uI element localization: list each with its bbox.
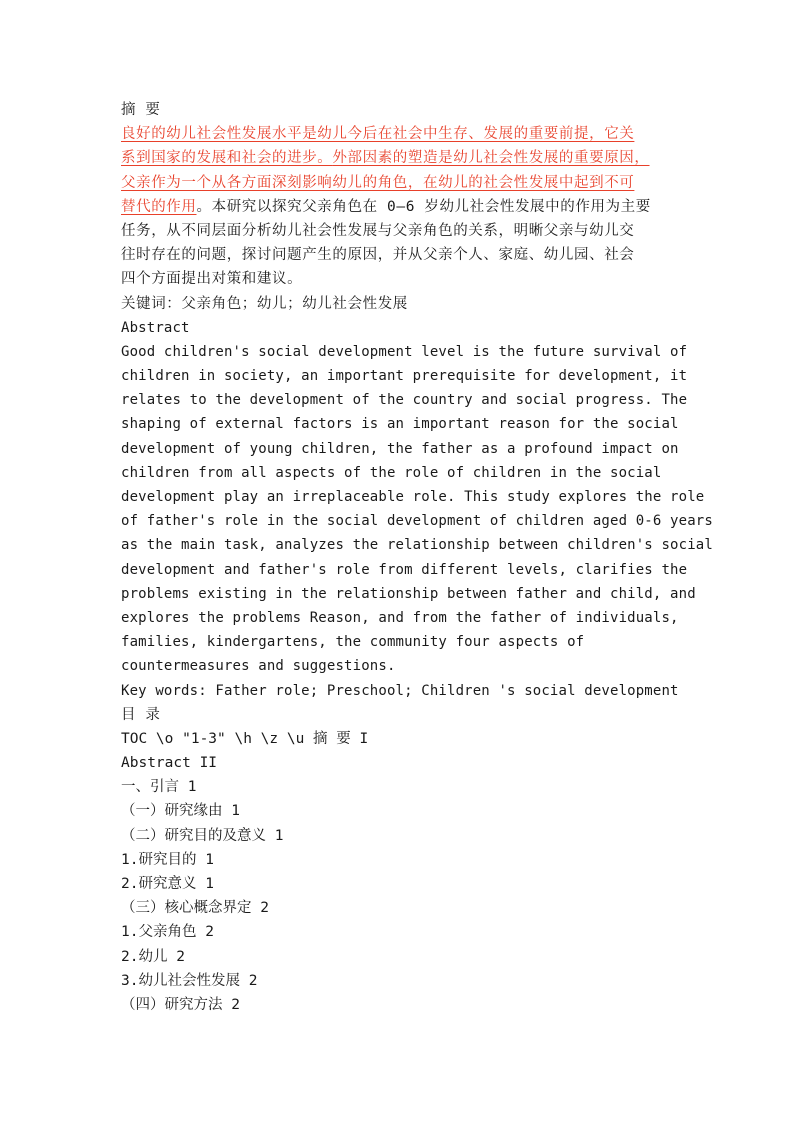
abstract-heading: 摘 要 <box>121 102 161 118</box>
toc-item[interactable]: 一、引言 1 <box>121 779 197 796</box>
keywords-cn: 关键词：父亲角色；幼儿；幼儿社会性发展 <box>121 295 408 312</box>
toc-item[interactable]: 2.研究意义 1 <box>121 876 214 892</box>
highlighted-text: 外部因素的塑造是幼儿社会性发展的重要原因， <box>332 150 650 167</box>
toc-item[interactable]: TOC \o "1-3" \h \z \u 摘 要 I <box>121 730 369 747</box>
abstract-en-line: problems existing in the relationship between father and child, and <box>121 585 696 602</box>
abstract-line <box>121 146 691 170</box>
abstract-line <box>121 195 691 219</box>
abstract-en-line: children in society, an important prerequisite for development, it <box>121 368 688 385</box>
toc-item[interactable]: 3.幼儿社会性发展 2 <box>121 972 258 989</box>
toc-item[interactable]: （二）研究目的及意义 1 <box>121 827 284 844</box>
abstract-line: 任务，从不同层面分析幼儿社会性发展与父亲角色的关系，明晰父亲与幼儿交 <box>121 222 635 239</box>
abstract-en-line: children from all aspects of the role of children in the social <box>121 464 662 481</box>
keywords-en: Key words: Father role; Preschool; Children 's social development <box>121 682 679 699</box>
highlighted-text: 系到国家的发展和社会的进步。 <box>121 150 333 167</box>
abstract-en-line: Good children's social development level is the future survival of <box>121 343 688 360</box>
highlighted-text: 父亲作为一个从各方面深刻影响幼儿的角色，在幼儿的社会性发展中起到不可 <box>121 174 635 191</box>
abstract-en-line: development of young children, the father as a profound impact on <box>121 440 679 457</box>
abstract-en-line: as the main task, analyzes the relationship between children's social <box>121 537 713 554</box>
abstract-en-line: development and father's role from different levels, clarifies the <box>121 561 688 578</box>
abstract-en-line: shaping of external factors is an important reason for the social <box>121 416 679 433</box>
toc-item[interactable]: 1.研究目的 1 <box>121 851 214 868</box>
abstract-en-line: development play an irreplaceable role. This study explores the role <box>121 489 705 505</box>
toc-heading: 目 录 <box>121 706 161 723</box>
abstract-line: 四个方面提出对策和建议。 <box>121 271 303 288</box>
abstract-en-line: countermeasures and suggestions. <box>121 658 396 675</box>
toc-item[interactable]: （四）研究方法 2 <box>121 996 240 1013</box>
abstract-en-line: families, kindergartens, the community four aspects of <box>121 634 585 651</box>
document-body <box>121 98 713 1017</box>
toc-item[interactable]: 1.父亲角色 2 <box>121 924 214 941</box>
abstract-line <box>121 122 691 146</box>
toc-item[interactable]: （一）研究缘由 1 <box>121 803 240 820</box>
abstract-line <box>121 171 691 195</box>
abstract-en-line: explores the problems Reason, and from the father of individuals, <box>121 609 679 626</box>
highlighted-text: 良好的幼儿社会性发展水平是幼儿今后在社会中生存、发展的重要前提，它关 <box>121 126 635 143</box>
abstract-en-line: of father's role in the social development of children aged 0-6 years <box>121 513 713 530</box>
abstract-text: 。本研究以探究父亲角色在 0—6 岁幼儿社会性发展中的作用为主要 <box>196 198 651 215</box>
toc-item[interactable]: （三）核心概念界定 2 <box>121 900 269 917</box>
abstract-en-line: relates to the development of the country and social progress. The <box>121 392 688 409</box>
toc-item[interactable]: 2.幼儿 2 <box>121 948 185 965</box>
abstract-line: 往时存在的问题，探讨问题产生的原因，并从父亲个人、家庭、幼儿园、社会 <box>121 247 635 264</box>
highlighted-text: 替代的作用 <box>121 198 197 215</box>
toc-item[interactable]: Abstract II <box>121 755 218 772</box>
abstract-en-heading: Abstract <box>121 319 190 336</box>
